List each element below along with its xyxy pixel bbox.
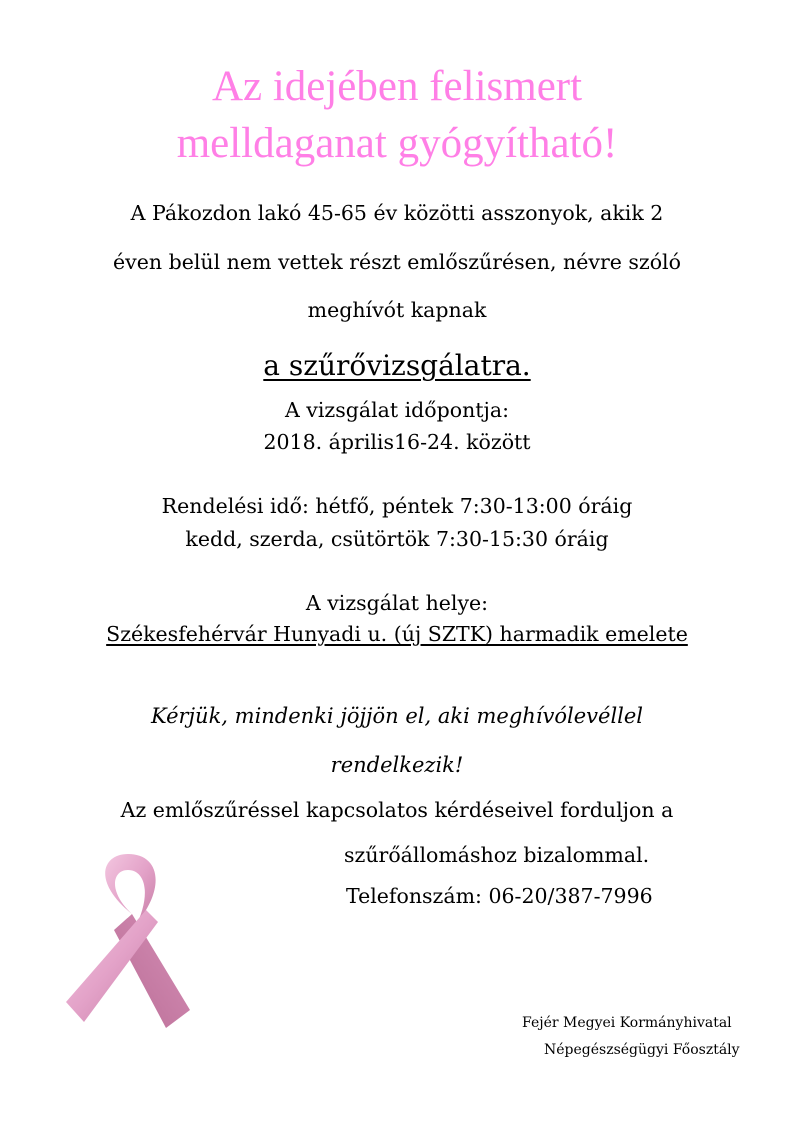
footer-organization: Fejér Megyei Kormányhivatal xyxy=(522,1015,732,1031)
screening-heading: a szűrővizsgálatra. xyxy=(263,349,531,382)
date-label: A vizsgálat időpontja: xyxy=(284,398,510,422)
place-label: A vizsgálat helye: xyxy=(305,591,489,615)
title-line-1: Az idejében felismert xyxy=(211,63,583,110)
pink-ribbon-icon xyxy=(62,852,194,1032)
hours-line-2: kedd, szerda, csütörtök 7:30-15:30 óráig xyxy=(185,527,609,551)
intro-line-2: éven belül nem vettek részt emlőszűrésen, névre szóló xyxy=(113,250,681,274)
footer-department: Népegészségügyi Főosztály xyxy=(544,1042,740,1058)
contact-line-1: Az emlőszűréssel kapcsolatos kérdéseivel forduljon a xyxy=(120,798,674,822)
date-value: 2018. április16-24. között xyxy=(263,430,531,454)
request-line-2: rendelkezik! xyxy=(330,753,464,777)
hours-line-1: Rendelési idő: hétfő, péntek 7:30-13:00 óráig xyxy=(161,494,633,518)
intro-line-3: meghívót kapnak xyxy=(307,298,487,322)
place-value: Székesfehérvár Hunyadi u. (új SZTK) harmadik emelete xyxy=(106,622,688,646)
title-line-2: melldaganat gyógyítható! xyxy=(176,120,618,167)
request-line-1: Kérjük, mindenki jöjjön el, aki meghívólevéllel xyxy=(150,704,644,728)
contact-line-2: szűrőállomáshoz bizalommal. xyxy=(344,843,650,867)
phone-number: Telefonszám: 06-20/387-7996 xyxy=(346,884,653,908)
intro-line-1: A Pákozdon lakó 45-65 év közötti asszonyok, akik 2 xyxy=(130,201,664,225)
